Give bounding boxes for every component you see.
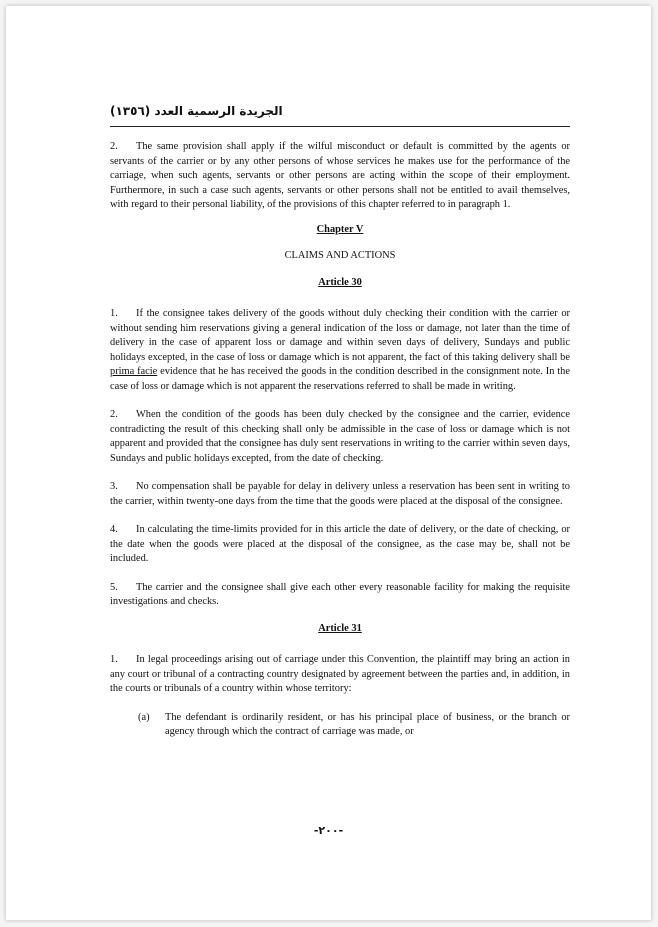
article-31-paragraph-1: 1. In legal proceedings arising out of carriage under this Convention, the plaintiff may bring an action in any court or tribunal of a contracting country designated by agreement between the parties and, in addition, in the courts or tribunals of a country within whose territory: bbox=[110, 654, 570, 694]
paragraph-number: 2. bbox=[110, 141, 118, 152]
chapter-title: CLAIMS AND ACTIONS bbox=[284, 250, 396, 261]
article-31-subparagraph-a bbox=[138, 711, 570, 740]
article-30-paragraph-2: 2. When the condition of the goods has been duly checked by the consignee and the carrier, evidence contradicting the result of this checking shall only be admissible in the case of loss or damage which is not apparent and provided that the consignee has duly sent reservations in writing to the carrier within seven days, Sundays and public holidays excepted, from the date of checking. bbox=[110, 409, 570, 464]
paragraph-number: 5. bbox=[110, 581, 118, 593]
prima-facie-emphasis: prima facie bbox=[110, 366, 158, 377]
paragraph-number: 4. bbox=[110, 524, 118, 535]
document-body bbox=[110, 140, 570, 740]
chapter-label: Chapter V bbox=[316, 223, 364, 235]
intro-paragraph bbox=[110, 140, 570, 213]
paragraph-number: 1. bbox=[110, 308, 118, 319]
page-number: -٢٠٠- bbox=[313, 824, 344, 837]
paragraph-number: 1. bbox=[110, 654, 118, 665]
paragraph-number: 2. bbox=[110, 409, 118, 420]
article-30-paragraph-5: 5. The carrier and the consignee shall give each other every reasonable facility for making the requisite investigations and checks. bbox=[110, 581, 570, 607]
article-30-heading: Article 30 bbox=[318, 276, 362, 288]
subparagraph-label: (a) bbox=[138, 711, 150, 723]
page-header bbox=[110, 102, 570, 127]
subparagraph-text: The defendant is ordinarily resident, or has his principal place of business, or the branch or agency through which the contract of carriage was made, or bbox=[165, 711, 570, 737]
document-page bbox=[6, 6, 651, 920]
article-31-heading: Article 31 bbox=[318, 622, 362, 634]
article-30-paragraph-1: 1. If the consignee takes delivery of the goods without duly checking their condition with the carrier or without sending him reservations giving a general indication of the loss or damage, not later than the time of delivery in the case of apparent loss or damage and within seven days of delivery, Sundays and public holidays excepted, in the case of loss or damage which is not apparent, the fact of this taking delivery shall be prima facie evidence that he has received the goods in the condition described in the consignment note. In the case of loss or damage which is not apparent the reservations referred to shall be made in writing. bbox=[110, 308, 570, 392]
paragraph-text: The same provision shall apply if the wilful misconduct or default is committed by the agents or servants of the carrier or by any other persons of whose services he makes use for the performance of the carriage, when such agents, servants or other persons are acting within the scope of their employment. Furthermore, in such a case such agents, servants or other persons shall not be entitled to avail themselves, with regard to their personal liability, of the provisions of this chapter referred to in paragraph 1. bbox=[110, 141, 570, 210]
gazette-header-title: الجريدة الرسمية العدد (١٣٥٦) bbox=[110, 104, 283, 118]
article-30-paragraph-4: 4. In calculating the time-limits provided for in this article the date of delivery, or the date of checking, or the date when the goods were placed at the disposal of the consignee, as the case may be, shall not be included. bbox=[110, 524, 570, 564]
article-30-paragraph-3: 3. No compensation shall be payable for delay in delivery unless a reservation has been sent in writing to the carrier, within twenty-one days from the time that the goods were placed at the disposal of the consignee. bbox=[110, 481, 570, 507]
paragraph-number: 3. bbox=[110, 481, 118, 492]
